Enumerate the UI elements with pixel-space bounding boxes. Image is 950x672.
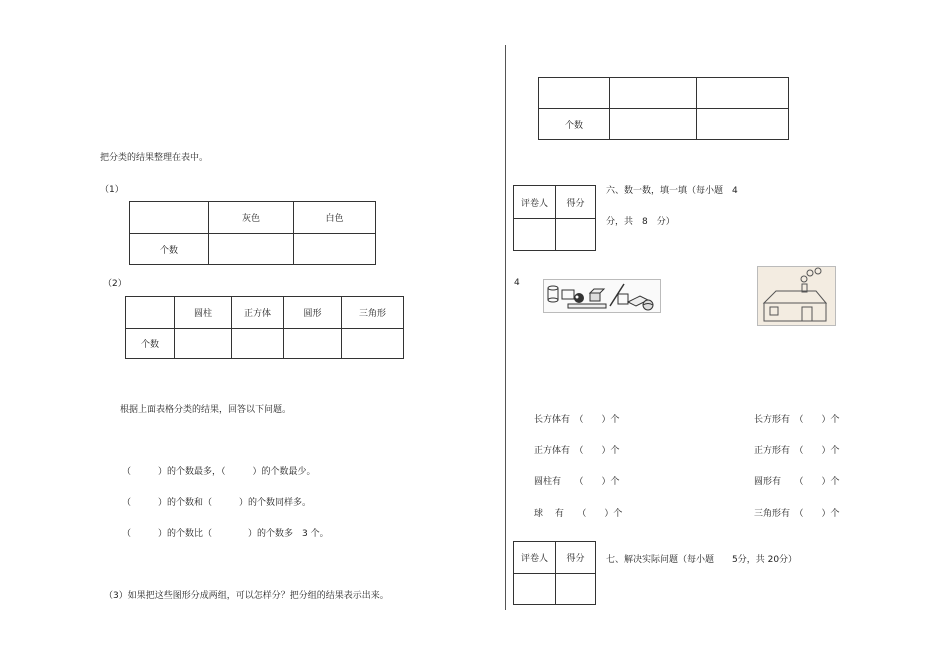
- score-cell[interactable]: [556, 219, 596, 251]
- column-divider: [505, 45, 506, 610]
- score-box-section7: [513, 541, 596, 605]
- count-item-cube: 正方体有 （ ）个: [534, 446, 620, 456]
- table-top-right: [538, 77, 789, 140]
- count-item-triangle: 三角形有 （ ）个: [754, 509, 840, 519]
- table-header-gray: 灰色: [209, 202, 294, 234]
- solids-picture: [543, 279, 661, 313]
- score-label: 得分: [556, 186, 596, 219]
- grader-label: 评卷人: [514, 542, 556, 574]
- table-cell: [539, 78, 610, 109]
- count-item-square: 正方形有 （ ）个: [754, 446, 840, 456]
- row-label-count: 个数: [130, 234, 209, 265]
- table-header-cylinder: 圆柱: [175, 297, 232, 329]
- row-label-count: 个数: [539, 109, 610, 140]
- part2-label: （2）: [103, 279, 127, 289]
- answer-cell[interactable]: [342, 329, 404, 359]
- answer-cell[interactable]: [697, 109, 789, 140]
- answer-cell[interactable]: [209, 234, 294, 265]
- table-cell: [697, 78, 789, 109]
- part3-question: （3）如果把这些图形分成两组，可以怎样分？把分组的结果表示出来。: [104, 591, 389, 601]
- count-item-circle: 圆形有 （ ）个: [754, 477, 840, 487]
- table-cell: [610, 78, 697, 109]
- table-cell: [130, 202, 209, 234]
- section6-title-line2: 分，共 8 分）: [606, 217, 675, 227]
- section6-title-line1: 六、数一数，填一填（每小题 4: [606, 186, 738, 196]
- count-item-rectangle: 长方形有 （ ）个: [754, 415, 840, 425]
- answer-cell[interactable]: [284, 329, 342, 359]
- answer-cell[interactable]: [175, 329, 232, 359]
- grader-label: 评卷人: [514, 186, 556, 219]
- grader-cell[interactable]: [514, 219, 556, 251]
- intro-text: 把分类的结果整理在表中。: [100, 153, 209, 163]
- question-3: （ ）的个数比（ ）的个数多 3 个。: [122, 529, 329, 539]
- score-label: 得分: [556, 542, 596, 574]
- count-item-cuboid: 长方体有 （ ）个: [534, 415, 620, 425]
- answer-cell[interactable]: [294, 234, 376, 265]
- table-header-white: 白色: [294, 202, 376, 234]
- section7-title: 七、解决实际问题（每小题 5分，共 20分）: [606, 555, 798, 565]
- count-item-sphere: 球 有 （ ）个: [534, 509, 623, 519]
- table-header-circle: 圆形: [284, 297, 342, 329]
- house-picture: [757, 266, 836, 326]
- table-shape: [125, 296, 404, 359]
- question-2: （ ）的个数和（ ）的个数同样多。: [122, 498, 312, 508]
- row-label-count: 个数: [126, 329, 175, 359]
- table-header-triangle: 三角形: [342, 297, 404, 329]
- count-item-cylinder: 圆柱有 （ ）个: [534, 477, 620, 487]
- score-box-section6: [513, 185, 596, 251]
- question-intro: 根据上面表格分类的结果，回答以下问题。: [120, 405, 292, 415]
- table-cell: [126, 297, 175, 329]
- part1-label: （1）: [100, 185, 124, 195]
- question-1: （ ）的个数最多，（ ）的个数最少。: [122, 467, 316, 477]
- answer-cell[interactable]: [610, 109, 697, 140]
- table-color: [129, 201, 376, 265]
- item-number: 4: [514, 278, 520, 288]
- answer-cell[interactable]: [232, 329, 284, 359]
- table-header-cube: 正方体: [232, 297, 284, 329]
- score-cell[interactable]: [556, 574, 596, 605]
- grader-cell[interactable]: [514, 574, 556, 605]
